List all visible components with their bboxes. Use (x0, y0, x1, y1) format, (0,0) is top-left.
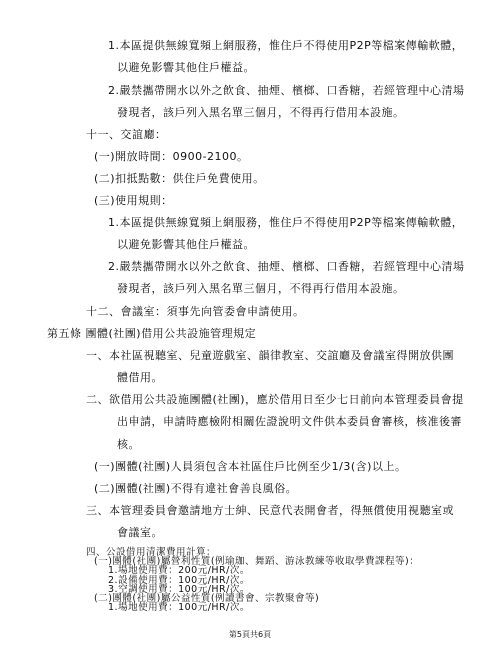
text-line: 發現者，該戶列入黑名單三個月，不得再行借用本設施。 (117, 106, 405, 119)
text-line: 3.空調使用費：100元/HR/次。 (108, 583, 250, 595)
text-line: (一)開放時間：0900-2100。 (94, 150, 249, 163)
text-line: 以避免影響其他住戶權益。 (117, 61, 255, 74)
page-footer: 第5頁共6頁 (228, 630, 272, 639)
text-line: 三、本管理委員會邀請地方士紳、民意代表開會者，得無償使用視聽室或 (86, 504, 454, 517)
section-heading: 四、公設借用清潔費用計算： (86, 547, 217, 558)
text-line: 1.場地使用費：200元/HR/次。 (108, 565, 250, 577)
article-heading: 第五條 團體(社團)借用公共設施管理規定 (47, 327, 257, 340)
text-line: 發現者，該戶列入黑名單三個月，不得再行借用本設施。 (117, 282, 405, 295)
text-line: 1.場地使用費：100元/HR/次。 (108, 602, 250, 613)
text-line: 1.本區提供無線寬頻上網服務，惟住戶不得使用P2P等檔案傳輸軟體， (108, 216, 464, 229)
text-line: 二、欲借用公共設施團體(社團)，應於借用日至少七日前向本管理委員會提 (86, 393, 464, 406)
text-line: 會議室。 (117, 526, 163, 539)
text-line: 出申請，申請時應檢附相關佐證說明文件供本委員會審核，核准後審 (117, 415, 462, 428)
text-line: (二)團體(社團)不得有違社會善良風俗。 (94, 482, 298, 495)
text-line: (二)扣抵點數：供住戶免費使用。 (94, 172, 265, 185)
text-line: 2.設備使用費：100元/HR/次。 (108, 574, 250, 586)
text-line: 體借用。 (117, 371, 163, 384)
text-line: (二)團體(社團)屬公益性質(例讀書會、宗教聚會等) (94, 592, 320, 604)
text-line: 2.嚴禁攜帶開水以外之飲食、抽煙、檳榔、口香糖，若經管理中心清場 (108, 260, 465, 273)
text-line: 2.嚴禁攜帶開水以外之飲食、抽煙、檳榔、口香糖，若經管理中心清場 (108, 84, 465, 97)
text-line: 以避免影響其他住戶權益。 (117, 238, 255, 251)
text-line: 核。 (117, 438, 140, 451)
text-line: (三)使用規則： (94, 194, 173, 207)
text-line: 1.本區提供無線寬頻上網服務，惟住戶不得使用P2P等檔案傳輸軟體， (108, 39, 464, 52)
section-heading: 十二、會議室：須事先向管委會申請使用。 (86, 305, 305, 318)
text-line: 一、本社區視聽室、兒童遊戲室、韻律教室、交誼廳及會議室得開放供團 (86, 349, 454, 362)
section-heading: 十一、交誼廳： (86, 128, 167, 141)
text-line: (一)團體(社團)屬營利性質(例瑜珈、舞蹈、游泳教練等收取學費課程等)： (94, 556, 420, 568)
text-line: (一)團體(社團)人員須包含本社區住戶比例至少1/3(含)以上。 (94, 460, 407, 473)
